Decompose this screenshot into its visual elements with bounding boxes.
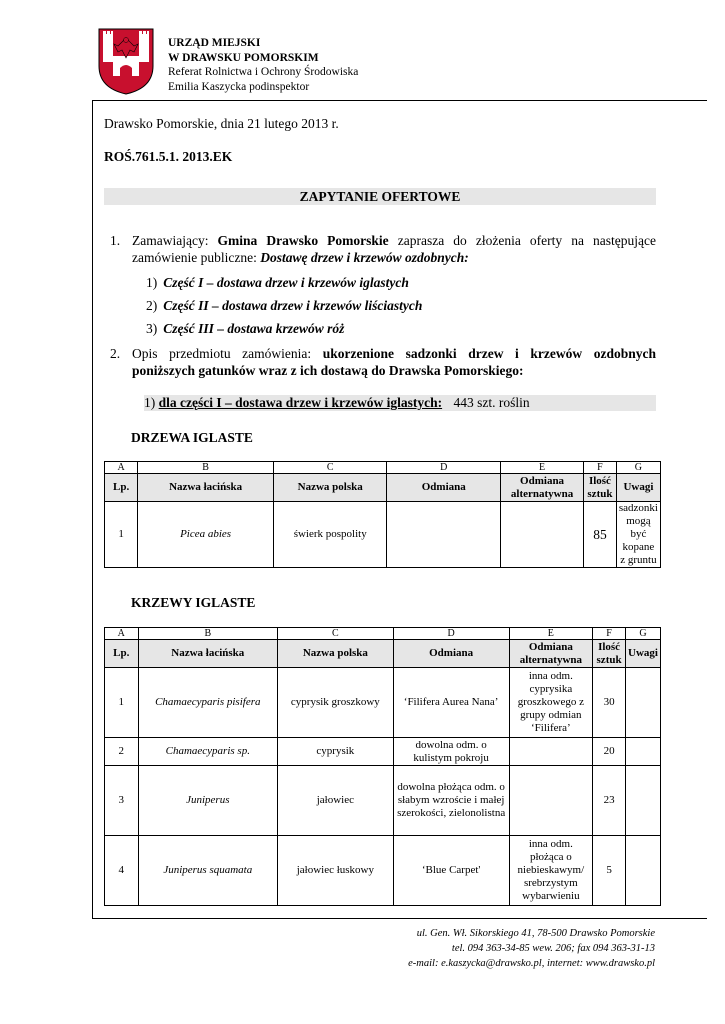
col-letter: G <box>616 462 660 474</box>
header-row <box>105 640 661 668</box>
cell-notes <box>626 766 661 836</box>
col-letter: E <box>509 628 593 640</box>
part-list-item <box>146 321 344 337</box>
cell-alt <box>509 738 593 766</box>
cell-qty: 85 <box>584 502 617 568</box>
cell-polish: jałowiec łuskowy <box>278 836 394 906</box>
document-date: Drawsko Pomorskie, dnia 21 lutego 2013 r. <box>104 116 339 131</box>
cell-notes <box>626 738 661 766</box>
top-rule <box>92 100 707 101</box>
cell-lp: 2 <box>105 738 139 766</box>
cell-lp: 4 <box>105 836 139 906</box>
part-number: 3) <box>146 321 158 336</box>
cell-lp: 1 <box>105 502 138 568</box>
cell-lp: 3 <box>105 766 139 836</box>
cell-latin: Juniperus squamata <box>138 836 278 906</box>
person-name: Emilia Kaszycka podinspektor <box>168 80 310 93</box>
cell-latin: Juniperus <box>138 766 278 836</box>
col-header: Lp. <box>105 640 139 668</box>
paragraph-2 <box>110 345 656 379</box>
col-header: Nazwa łacińska <box>138 474 274 502</box>
cell-latin: Chamaecyparis pisifera <box>138 668 278 738</box>
footer-address: ul. Gen. Wł. Sikorskiego 41, 78-500 Drawsko Pomorskie <box>416 928 655 939</box>
col-letter: D <box>387 462 501 474</box>
col-letter: B <box>138 628 278 640</box>
department-name: Referat Rolnictwa i Ochrony Środowiska <box>168 66 359 78</box>
cell-alt: inna odm. płożąca o niebieskawym/ srebrzystym wybarwieniu <box>509 836 593 906</box>
cell-alt <box>501 502 584 568</box>
col-letter: A <box>105 462 138 474</box>
cell-notes: sadzonki mogą być kopane z gruntu <box>616 502 660 568</box>
col-header: Lp. <box>105 474 138 502</box>
col-header: Odmiana alternatywna <box>509 640 593 668</box>
cell-polish: cyprysik <box>278 738 394 766</box>
col-header: Odmiana <box>393 640 509 668</box>
col-letter: B <box>138 462 274 474</box>
part-label: dla części I – dostawa drzew i krzewów iglastych: <box>158 395 443 410</box>
cell-polish: jałowiec <box>278 766 394 836</box>
col-header: Ilość sztuk <box>584 474 617 502</box>
office-name-line2: W DRAWSKU POMORSKIM <box>168 51 319 64</box>
part-number: 1) <box>146 275 158 290</box>
cell-variety: dowolna płożąca odm. o słabym wzroście i małej szerokości, zielonolistna <box>393 766 509 836</box>
col-header: Nazwa polska <box>278 640 394 668</box>
shrubs-table <box>104 627 661 906</box>
table-row <box>105 502 661 568</box>
col-letter: C <box>278 628 394 640</box>
trees-table <box>104 461 661 568</box>
cell-qty: 23 <box>593 766 626 836</box>
trees-section-title: DRZEWA IGLASTE <box>131 430 253 445</box>
cell-polish: świerk pospolity <box>273 502 386 568</box>
cell-variety: ‘Blue Carpet' <box>393 836 509 906</box>
col-header: Uwagi <box>626 640 661 668</box>
office-name-line1: URZĄD MIEJSKI <box>168 37 261 49</box>
column-letters-row <box>105 462 661 474</box>
part-number: 1) <box>144 395 156 410</box>
orderer-name: Gmina Drawsko Pomorskie <box>217 233 389 248</box>
part-1-summary <box>144 395 656 411</box>
table-row <box>105 836 661 906</box>
item-number: 2. <box>110 346 121 361</box>
table-row <box>105 738 661 766</box>
col-header: Uwagi <box>616 474 660 502</box>
col-header: Odmiana alternatywna <box>501 474 584 502</box>
col-header: Nazwa polska <box>273 474 386 502</box>
part-number: 2) <box>146 298 158 313</box>
col-letter: C <box>273 462 386 474</box>
item-number: 1. <box>110 233 121 248</box>
cell-polish: cyprysik groszkowy <box>278 668 394 738</box>
document-title: ZAPYTANIE OFERTOWE <box>104 188 656 205</box>
subject-description: ukorzenione sadzonki drzew i krzewów ozdobnych poniższych gatunków wraz z ich dostawą do Drawska Pomorskiego: <box>132 346 656 378</box>
footer-email-web: e-mail: e.kaszycka@drawsko.pl, internet: www.drawsko.pl <box>408 958 655 969</box>
header-row <box>105 474 661 502</box>
cell-notes <box>626 668 661 738</box>
text: zaprasza do złożenia oferty na następujące zamówienie publiczne: <box>132 233 656 265</box>
part-text: Część I – dostawa drzew i krzewów iglastych <box>163 275 409 290</box>
col-header: Nazwa łacińska <box>138 640 278 668</box>
reference-number: ROŚ.761.5.1. 2013.EK <box>104 149 233 164</box>
footer-phone: tel. 094 363-34-85 wew. 206; fax 094 363-31-13 <box>451 943 655 954</box>
text: Opis przedmiotu zamówienia: <box>132 346 323 361</box>
left-rule <box>92 100 93 918</box>
cell-notes <box>626 836 661 906</box>
col-header: Ilość sztuk <box>593 640 626 668</box>
cell-lp: 1 <box>105 668 139 738</box>
cell-alt: inna odm. cyprysika groszkowego z grupy odmian ‘Filifera’ <box>509 668 593 738</box>
office-header <box>168 36 358 94</box>
cell-variety: dowolna odm. o kulistym pokroju <box>393 738 509 766</box>
coat-of-arms-logo <box>96 26 156 96</box>
cell-qty: 5 <box>593 836 626 906</box>
col-letter: D <box>393 628 509 640</box>
col-header: Odmiana <box>387 474 501 502</box>
cell-qty: 20 <box>593 738 626 766</box>
shrubs-section-title: KRZEWY IGLASTE <box>131 595 256 610</box>
order-subject: Dostawę drzew i krzewów ozdobnych: <box>260 250 469 265</box>
bottom-rule <box>92 918 707 919</box>
col-letter: G <box>626 628 661 640</box>
col-letter: A <box>105 628 139 640</box>
part-text: Część III – dostawa krzewów róż <box>163 321 345 336</box>
cell-variety <box>387 502 501 568</box>
text: Zamawiający: <box>132 233 218 248</box>
cell-variety: ‘Filifera Aurea Nana’ <box>393 668 509 738</box>
part-quantity: 443 szt. roślin <box>453 395 530 410</box>
table-row <box>105 766 661 836</box>
part-text: Część II – dostawa drzew i krzewów liściastych <box>163 298 423 313</box>
col-letter: F <box>584 462 617 474</box>
column-letters-row <box>105 628 661 640</box>
paragraph-1 <box>110 232 656 266</box>
table-row <box>105 668 661 738</box>
col-letter: F <box>593 628 626 640</box>
cell-alt <box>509 766 593 836</box>
cell-latin: Picea abies <box>138 502 274 568</box>
part-list-item <box>146 275 409 291</box>
cell-latin: Chamaecyparis sp. <box>138 738 278 766</box>
footer-contact <box>408 926 655 971</box>
cell-qty: 30 <box>593 668 626 738</box>
part-list-item <box>146 298 422 314</box>
col-letter: E <box>501 462 584 474</box>
